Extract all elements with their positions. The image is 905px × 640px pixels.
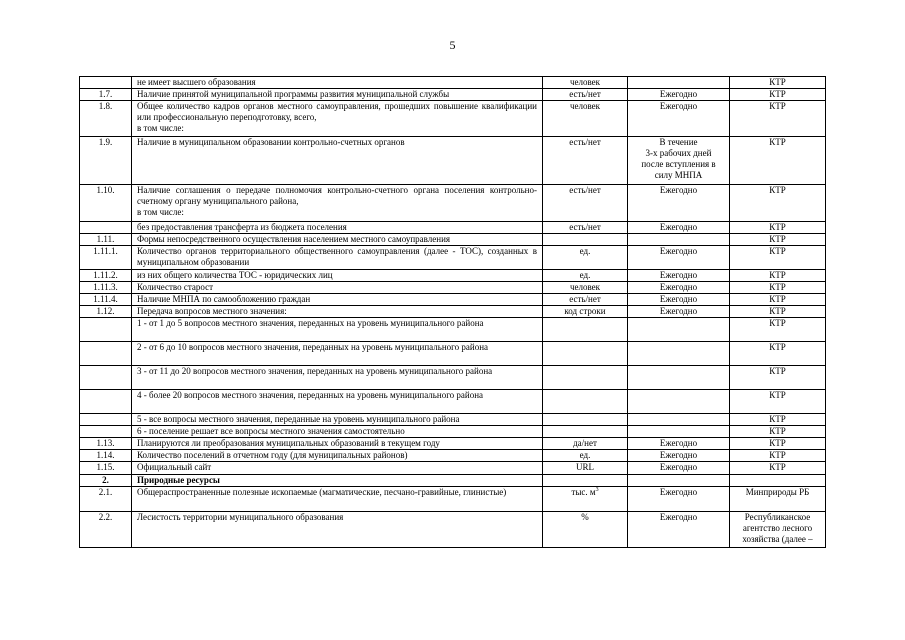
periodicity-line: Ежегодно [659,101,698,111]
table-row [80,137,826,185]
source-line: КТР [769,270,786,280]
unit-text: тыс. м [571,487,596,497]
indicator-name [132,306,543,318]
unit-text: есть/нет [569,222,601,232]
responsible-source [730,294,826,306]
row-number: 1.9. [80,137,132,185]
unit-of-measure [543,487,628,512]
unit-text: есть/нет [569,137,601,147]
unit-of-measure [543,366,628,390]
indicator-line: 2 - от 6 до 10 вопросов местного значения, переданных на уровень муниципального района [137,342,489,352]
indicator-name [132,294,543,306]
responsible-source [730,89,826,101]
periodicity [628,306,730,318]
indicator-line: Лесистость территории муниципального образования [137,512,344,522]
unit-of-measure [543,185,628,222]
source-line: КТР [769,137,786,147]
periodicity [628,475,730,487]
indicator-line: Планируются ли преобразования муниципальных образований в текущем году [137,438,440,448]
source-line: КТР [769,101,786,111]
table-row [80,246,826,270]
indicator-name [132,366,543,390]
indicator-name [132,222,543,234]
periodicity [628,101,730,137]
unit-of-measure [543,294,628,306]
responsible-source [730,487,826,512]
source-line: КТР [769,342,786,352]
source-line: КТР [769,462,786,472]
periodicity [628,77,730,89]
indicator-line: Общераспространенные полезные ископаемые (магматические, песчано-гравийные, глинистые) [137,487,507,497]
source-line: КТР [769,77,786,87]
unit-of-measure [543,89,628,101]
row-number: 1.11.4. [80,294,132,306]
row-number: 1.14. [80,450,132,462]
table-row [80,234,826,246]
row-number: 1.12. [80,306,132,318]
row-number: 2.2. [80,512,132,548]
source-line: КТР [769,89,786,99]
row-number: 1.11. [80,234,132,246]
unit-text: человек [569,101,601,111]
indicator-name [132,282,543,294]
indicator-line: 3 - от 11 до 20 вопросов местного значения, переданных на уровень муниципального района [137,366,493,376]
periodicity [628,487,730,512]
table-row [80,89,826,101]
unit-of-measure [543,222,628,234]
indicator-line: 1 - от 1 до 5 вопросов местного значения, переданных на уровень муниципального района [137,318,484,328]
indicator-line: Формы непосредственного осуществления населением местного самоуправления [137,234,451,244]
responsible-source [730,270,826,282]
indicator-name [132,137,543,185]
periodicity-line: Ежегодно [659,89,698,99]
periodicity-line: Ежегодно [659,282,698,292]
source-line: Минприроды РБ [745,487,810,497]
indicator-name [132,462,543,475]
source-line: КТР [769,246,786,256]
indicator-name [132,414,543,426]
row-number [80,222,132,234]
unit-text: ед. [579,270,591,280]
row-number: 1.8. [80,101,132,137]
indicator-line: Количество органов территориального общественного самоуправления (далее - ТОС), созданных в муниципальном образовании [137,246,537,267]
page-number: 5 [449,38,456,52]
row-number [80,77,132,89]
periodicity-line: Ежегодно [659,462,698,472]
source-line: КТР [769,318,786,328]
source-line: КТР [769,222,786,232]
table-row [80,282,826,294]
responsible-source [730,342,826,366]
row-number [80,318,132,342]
indicator-line: Наличие в муниципальном образовании контрольно-счетных органов [137,137,405,147]
responsible-source [730,366,826,390]
indicator-name [132,185,543,222]
row-number: 2.1. [80,487,132,512]
periodicity [628,318,730,342]
table-row [80,390,826,414]
responsible-source [730,462,826,475]
unit-text: ед. [579,246,591,256]
source-line: КТР [769,306,786,316]
table-row [80,318,826,342]
responsible-source [730,101,826,137]
indicator-line: 4 - более 20 вопросов местного значения, переданных на уровень муниципального района [137,390,484,400]
source-line: КТР [769,438,786,448]
indicator-line: Наличие принятой муниципальной программы развития муниципальной службы [137,89,450,99]
table-row [80,294,826,306]
periodicity [628,185,730,222]
responsible-source [730,234,826,246]
row-number: 1.11.2. [80,270,132,282]
table-row [80,222,826,234]
responsible-source [730,77,826,89]
unit-of-measure [543,270,628,282]
unit-superscript: 3 [595,487,599,493]
responsible-source [730,426,826,438]
unit-text: есть/нет [569,294,601,304]
periodicity-line: Ежегодно [659,222,698,232]
indicator-name [132,450,543,462]
indicator-line: без предоставления трансферта из бюджета поселения [137,222,347,232]
periodicity-line: Ежегодно [659,438,698,448]
indicator-name [132,426,543,438]
periodicity-line: 3-х рабочих дней [645,148,712,158]
table-row [80,426,826,438]
periodicity-line: Ежегодно [659,185,698,195]
source-line: КТР [769,390,786,400]
periodicity [628,426,730,438]
responsible-source [730,318,826,342]
indicator-name [132,390,543,414]
indicator-name [132,318,543,342]
indicator-name [132,438,543,450]
periodicity [628,450,730,462]
table-row [80,438,826,450]
table-row [80,342,826,366]
unit-text: человек [569,77,601,87]
unit-text: % [581,512,589,522]
responsible-source [730,438,826,450]
table-row [80,414,826,426]
row-number: 1.15. [80,462,132,475]
periodicity [628,342,730,366]
responsible-source [730,137,826,185]
periodicity-line: силу МНПА [654,170,703,180]
responsible-source [730,185,826,222]
source-line: КТР [769,294,786,304]
unit-text: есть/нет [569,185,601,195]
unit-of-measure [543,390,628,414]
row-number [80,414,132,426]
periodicity-line: Ежегодно [659,450,698,460]
indicator-name [132,512,543,548]
row-number: 1.11.3. [80,282,132,294]
indicator-name [132,89,543,101]
unit-of-measure [543,234,628,246]
source-line: КТР [769,450,786,460]
responsible-source [730,512,826,548]
indicator-line: не имеет высшего образования [137,77,256,87]
table-row [80,487,826,512]
unit-of-measure [543,426,628,438]
table-row [80,450,826,462]
unit-text: человек [569,282,601,292]
indicators-table [79,76,826,548]
periodicity [628,512,730,548]
source-line: КТР [769,366,786,376]
indicator-name [132,475,543,487]
periodicity [628,270,730,282]
periodicity [628,294,730,306]
table-row [80,462,826,475]
table-row [80,366,826,390]
periodicity [628,234,730,246]
periodicity-line: Ежегодно [659,294,698,304]
periodicity [628,89,730,101]
table-row [80,306,826,318]
unit-of-measure [543,77,628,89]
table-row [80,77,826,89]
periodicity-line: после вступления в [641,159,716,169]
row-number: 1.7. [80,89,132,101]
row-number: 1.10. [80,185,132,222]
indicator-line: из них общего количества ТОС - юридических лиц [137,270,333,280]
indicator-name [132,101,543,137]
row-number: 1.11.1. [80,246,132,270]
table-row [80,185,826,222]
periodicity-line: В течение [659,137,698,147]
unit-of-measure [543,306,628,318]
indicator-name [132,270,543,282]
table-row [80,101,826,137]
unit-of-measure [543,246,628,270]
source-line: КТР [769,234,786,244]
unit-of-measure [543,342,628,366]
row-number: 1.13. [80,438,132,450]
indicator-line: Количество поселений в отчетном году (для муниципальных районов) [137,450,408,460]
unit-of-measure [543,475,628,487]
unit-of-measure [543,414,628,426]
source-line: КТР [769,282,786,292]
indicator-name [132,246,543,270]
periodicity-line: Ежегодно [659,487,698,497]
indicator-line: Природные ресурсы [137,475,220,485]
row-number [80,366,132,390]
unit-text: ед. [579,450,591,460]
indicator-line: Общее количество кадров органов местного самоуправления, прошедших повышение квалификации или профессиональную переподготовку, всего, [137,101,537,122]
indicator-line: Передача вопросов местного значения: [137,306,287,316]
responsible-source [730,282,826,294]
indicator-line: Наличие соглашения о передаче полномочия контрольно-счетного органа поселения контрольно-счетному органу муниципального района, [137,185,537,206]
periodicity-line: Ежегодно [659,270,698,280]
periodicity [628,366,730,390]
unit-of-measure [543,512,628,548]
responsible-source [730,306,826,318]
responsible-source [730,222,826,234]
indicator-line: Наличие МНПА по самообложению граждан [137,294,311,304]
unit-text: есть/нет [569,89,601,99]
responsible-source [730,390,826,414]
unit-of-measure [543,318,628,342]
indicator-line: в том числе: [137,207,184,217]
periodicity-line: Ежегодно [659,512,698,522]
source-line: Республиканское [744,512,811,522]
unit-text: URL [576,462,594,472]
table-row [80,270,826,282]
unit-of-measure [543,462,628,475]
indicator-name [132,342,543,366]
indicator-name [132,487,543,512]
row-number: 2. [80,475,132,487]
table-row [80,475,826,487]
unit-text: код строки [564,306,606,316]
periodicity [628,246,730,270]
indicator-line: Количество старост [137,282,214,292]
source-line: КТР [769,426,786,436]
periodicity [628,282,730,294]
periodicity [628,462,730,475]
periodicity-line: Ежегодно [659,246,698,256]
periodicity [628,222,730,234]
source-line: КТР [769,414,786,424]
responsible-source [730,475,826,487]
responsible-source [730,246,826,270]
unit-of-measure [543,450,628,462]
periodicity-line: Ежегодно [659,306,698,316]
table-row [80,512,826,548]
indicator-line: 5 - все вопросы местного значения, переданные на уровень муниципального района [137,414,460,424]
unit-of-measure [543,137,628,185]
row-number [80,426,132,438]
indicator-line: Официальный сайт [137,462,212,472]
indicator-name [132,234,543,246]
unit-of-measure [543,282,628,294]
source-line: агентство лесного [742,523,813,533]
unit-of-measure [543,101,628,137]
row-number [80,390,132,414]
periodicity [628,414,730,426]
indicator-line: 6 - поселение решает все вопросы местного значения самостоятельно [137,426,405,436]
source-line: КТР [769,185,786,195]
responsible-source [730,450,826,462]
periodicity [628,137,730,185]
unit-of-measure [543,438,628,450]
indicator-line: в том числе: [137,123,184,133]
indicator-name [132,77,543,89]
periodicity [628,390,730,414]
source-line: хозяйства (далее – [742,534,813,544]
unit-text: да/нет [573,438,597,448]
periodicity [628,438,730,450]
responsible-source [730,414,826,426]
row-number [80,342,132,366]
